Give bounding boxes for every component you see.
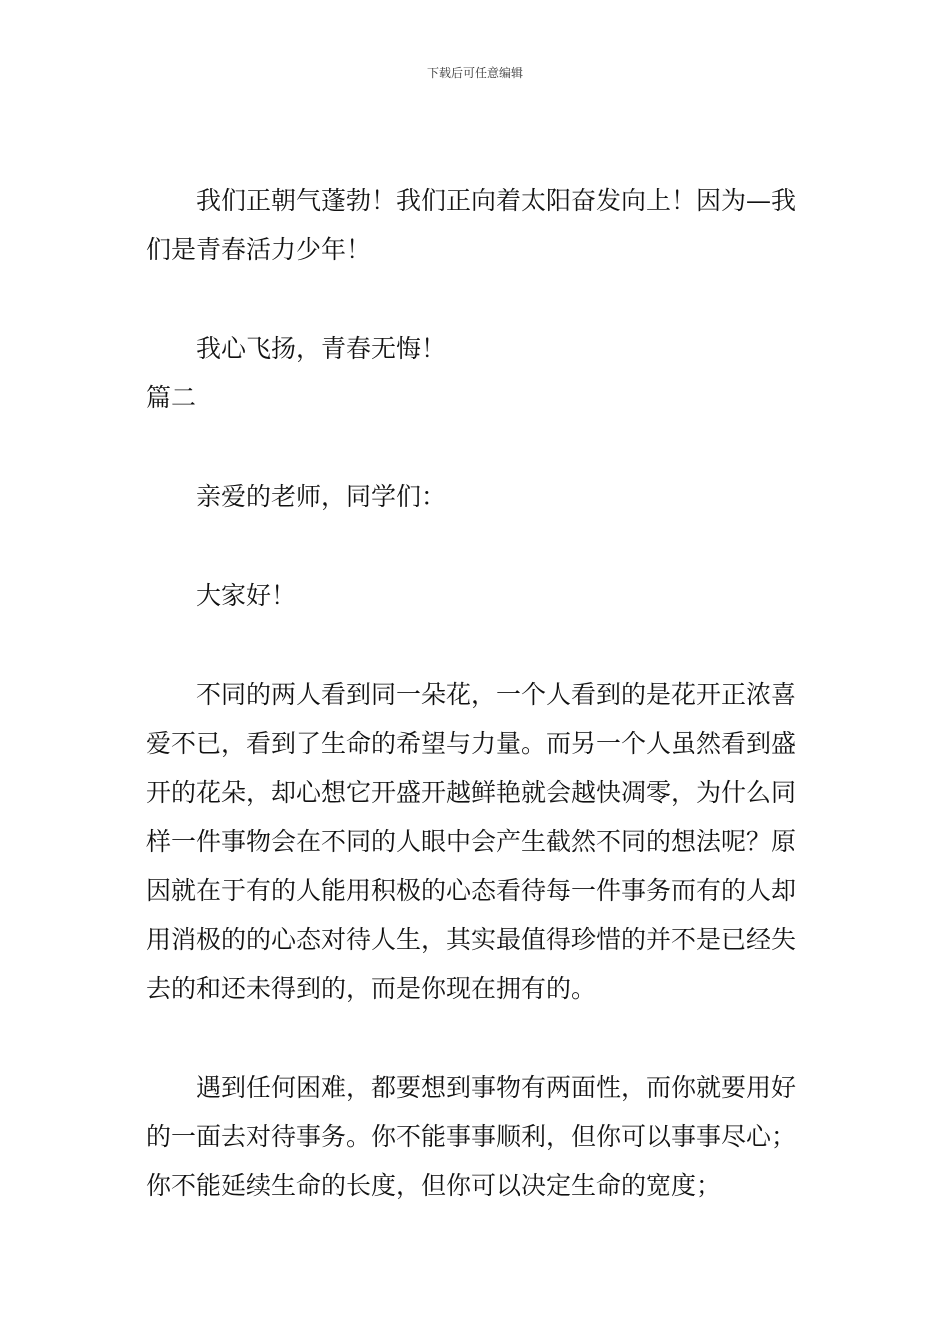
document-body (146, 176, 810, 1210)
header-note: 下载后可任意编辑 (426, 66, 523, 80)
paragraph-youth-spirit: 我们正朝气蓬勃！我们正向着太阳奋发向上！因为—我们是青春活力少年！ (146, 186, 797, 264)
paragraph-greeting: 大家好！ (196, 581, 297, 610)
paragraph-two-views: 不同的两人看到同一朵花，一个人看到的是花开正浓喜爱不已，看到了生命的希望与力量。而另一个人虽然看到盛开的花朵，却心想它开盛开越鲜艳就会越快凋零，为什么同样一件事物会在不同的人眼中会产生截然不同的想法呢？原因就在于有的人能用积极的心态看待每一件事务而有的人却用消极的的心态对待人生，其实最值得珍惜的并不是已经失去的和还未得到的，而是你现在拥有的。 (146, 680, 797, 1003)
paragraph-heart-soars: 我心飞扬，青春无悔！ (196, 334, 447, 363)
section-heading: 篇二 (146, 383, 197, 412)
paragraph-difficulties: 遇到任何困难，都要想到事物有两面性，而你就要用好的一面去对待事务。你不能事事顺利，但你可以事事尽心；你不能延续生命的长度，但你可以决定生命的宽度； (146, 1073, 797, 1200)
paragraph-gap (146, 422, 810, 472)
paragraph-gap (146, 274, 810, 324)
paragraph-gap (146, 620, 810, 670)
paragraph-salutation: 亲爱的老师，同学们： (196, 482, 447, 511)
paragraph-gap (146, 1013, 810, 1063)
paragraph-gap (146, 521, 810, 571)
